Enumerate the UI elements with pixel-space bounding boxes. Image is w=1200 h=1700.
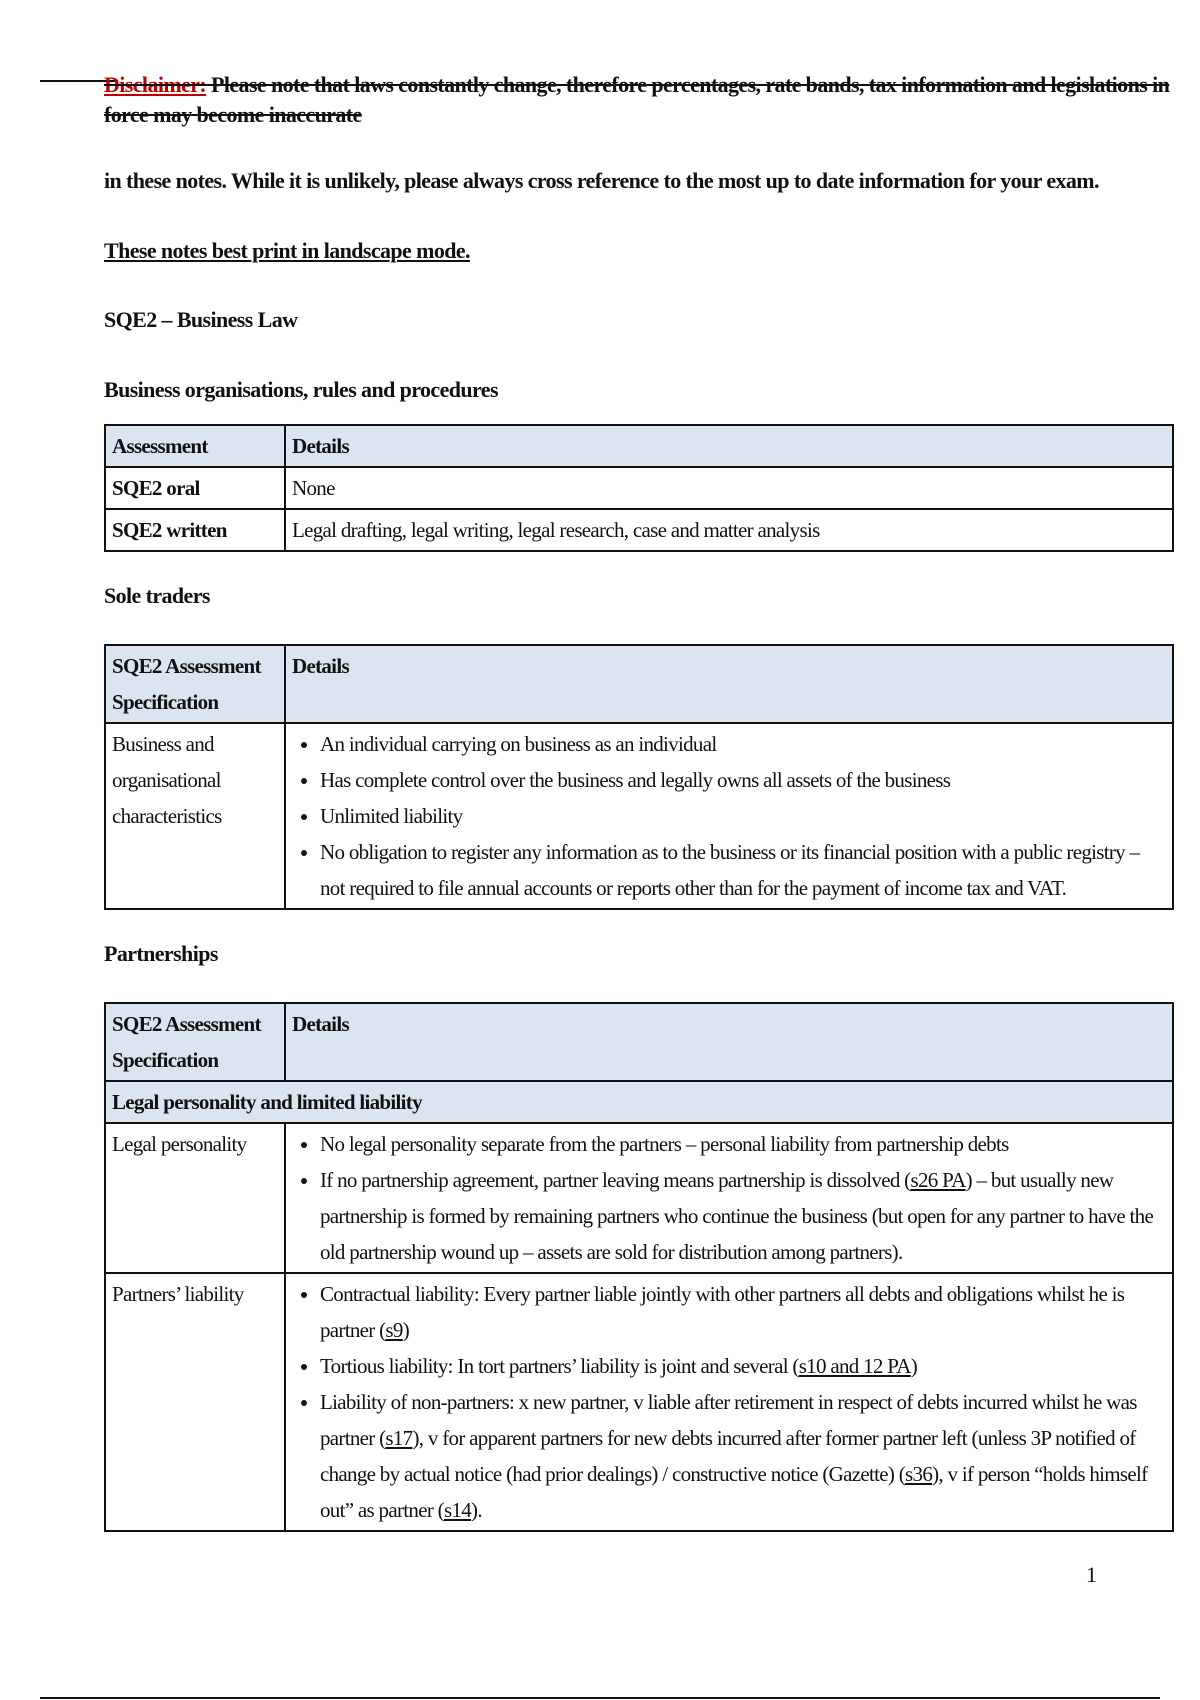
table-cell [285,1273,1173,1531]
assessment-table [104,424,1174,552]
table-header-cell: Assessment [105,425,285,467]
table-header-row [105,425,1173,467]
list-item: • No obligation to register any information as to the business or its financial position with a public registry – not required to file annual accounts or reports other than for the payment of income tax and VAT. [320,834,1166,906]
table-cell: Legal drafting, legal writing, legal research, case and matter analysis [285,509,1173,551]
list-item-text: ) [402,1318,409,1342]
table-band-row [105,1081,1173,1123]
sole-traders-table [104,644,1174,910]
list-item: • Has complete control over the business and legally owns all assets of the business [320,762,1166,798]
statute-reference-link[interactable]: s36 [905,1462,933,1486]
table-header-row [105,645,1173,723]
document-page [104,70,1174,1532]
statute-reference-link[interactable]: s14 [443,1498,472,1522]
table-header-cell: Details [285,425,1173,467]
list-item: • An individual carrying on business as an individual [320,726,1166,762]
statute-reference-link[interactable]: s10 and 12 PA [798,1354,911,1378]
disclaimer-lead: Disclaimer: [104,72,207,97]
statute-reference-link[interactable]: s17 [385,1426,413,1450]
table-cell [285,1123,1173,1273]
section-title-sole-traders: Sole traders [104,583,210,608]
table-row [105,467,1173,509]
bullet-list [292,1276,1166,1528]
section-title-business-organisations: Business organisations, rules and procedures [104,377,498,402]
disclaimer-line-1 [104,72,1169,127]
page-number: 1 [1086,1562,1097,1587]
list-item [320,1384,1166,1528]
disclaimer-line-2: in these notes. While it is unlikely, please always cross reference to the most up to date information for your exam. [104,168,1099,193]
table-header-row [105,1003,1173,1081]
table-cell: SQE2 written [105,509,285,551]
list-item-text: ). [471,1498,482,1522]
table-cell [285,723,1173,909]
table-row [105,723,1173,909]
list-item-text: Tortious liability: In tort partners’ liability is joint and several ( [320,1354,799,1378]
section-title-partnerships: Partnerships [104,941,218,966]
print-note: These notes best print in landscape mode. [104,238,470,263]
subject-title: SQE2 – Business Law [104,307,298,332]
table-row [105,509,1173,551]
table-cell: Business and organisational characteristics [105,723,285,909]
table-cell: Partners’ liability [105,1273,285,1531]
list-item [320,1162,1166,1270]
partnerships-table [104,1002,1174,1532]
disclaimer-paragraph [104,70,1174,196]
bullet-list [292,1126,1166,1270]
table-header-cell: Details [285,645,1173,723]
disclaimer-line-1-text: Please note that laws constantly change, therefore percentages, rate bands, tax information and legislations in force may become inaccurate [104,72,1170,127]
bullet-list [292,726,1166,906]
list-item: • Unlimited liability [320,798,1166,834]
list-item-text: ), v for apparent partners for new debts incurred after former partner left (unless 3P notified of change by actual notice (had prior dealings) / constructive notice (Gazette) ( [320,1426,1136,1486]
table-cell: None [285,467,1173,509]
list-item-text: ) [910,1354,918,1378]
list-item [320,1276,1166,1348]
list-item: • No legal personality separate from the partners – personal liability from partnership debts [320,1126,1166,1162]
table-cell: Legal personality [105,1123,285,1273]
list-item-text: ), v if person “holds himself out” as partner ( [320,1462,1148,1522]
list-item-text: ) – but usually new partnership is formed by remaining partners who continue the business (but open for any partner to have the old partnership wound up – assets are sold for distribution among partners). [320,1168,1154,1264]
statute-reference-link[interactable]: s9 [385,1318,403,1342]
list-item-text: Contractual liability: Every partner liable jointly with other partners all debts and obligations whilst he is partner ( [320,1282,1125,1342]
table-cell: SQE2 oral [105,467,285,509]
statute-reference-link[interactable]: s26 PA [910,1168,966,1192]
table-header-cell: SQE2 Assessment Specification [105,645,285,723]
list-item-text: If no partnership agreement, partner leaving means partnership is dissolved ( [320,1168,911,1192]
table-header-cell: SQE2 Assessment Specification [105,1003,285,1081]
list-item-text: Liability of non-partners: x new partner, v liable after retirement in respect of debts incurred whilst he was partner ( [320,1390,1137,1450]
table-row [105,1273,1173,1531]
bottom-rule [40,1697,1160,1699]
table-band-cell: Legal personality and limited liability [105,1081,1173,1123]
table-row [105,1123,1173,1273]
table-header-cell: Details [285,1003,1173,1081]
list-item [320,1348,1166,1384]
